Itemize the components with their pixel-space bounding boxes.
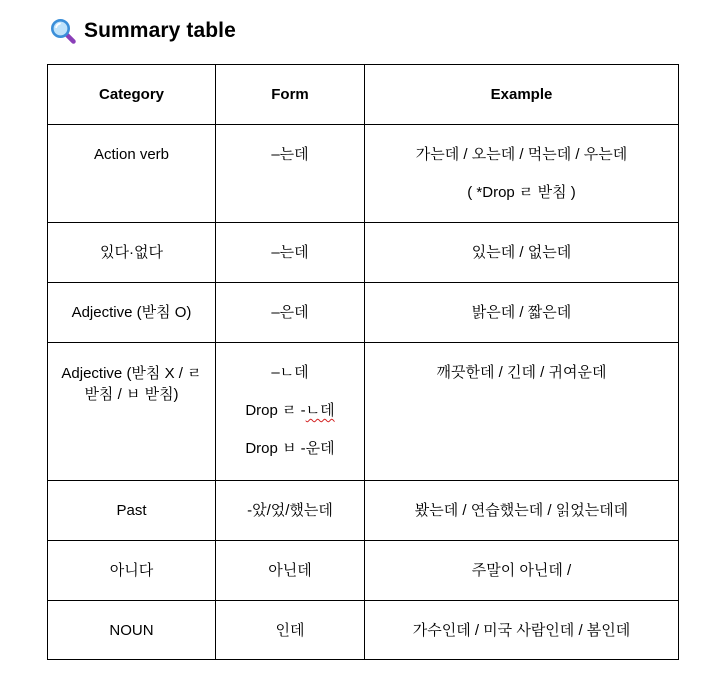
table-row [48,541,679,601]
header-example: Example [365,65,679,125]
category-text: 있다·없다 [100,244,163,261]
category-text: Adjective (받침 X / ㄹ 받침 / ㅂ 받침) [61,365,202,403]
form-cell [216,223,365,283]
example-cell [365,541,679,601]
form-cell [216,125,365,223]
form-text: –ㄴ데 [271,364,309,381]
category-cell [48,125,216,223]
category-text: Adjective (받침 O) [71,304,192,321]
table-row [48,283,679,343]
example-text: 가수인데 / 미국 사람인데 / 봄인데 [412,622,631,639]
spellcheck-flagged-text: ㄴ데 [305,402,335,419]
form-text: 아닌데 [268,562,312,579]
magnifying-glass-icon [50,18,76,44]
form-text: –은데 [271,304,309,321]
category-text: 아니다 [109,562,154,579]
header-category: Category [48,65,216,125]
form-cell [216,601,365,660]
example-text: 깨끗한데 / 긴데 / 귀여운데 [436,364,607,381]
header-form: Form [216,65,365,125]
form-text: Drop ㅂ -운데 [245,440,335,457]
category-cell [48,541,216,601]
example-cell [365,343,679,481]
form-text: 인데 [275,622,305,639]
example-text: 밝은데 / 짧은데 [471,304,572,321]
form-cell [216,283,365,343]
example-text: 가는데 / 오는데 / 먹는데 / 우는데 [415,146,628,163]
example-text: 봤는데 / 연습했는데 / 읽었는데데 [414,502,629,519]
form-cell [216,343,365,481]
example-text: 주말이 아닌데 / [471,562,572,579]
category-cell [48,283,216,343]
table-row [48,601,679,660]
table-row [48,481,679,541]
example-note: ( *Drop ㄹ 받침 ) [467,184,576,201]
category-cell [48,601,216,660]
table-row [48,125,679,223]
example-cell [365,223,679,283]
page-title: Summary table [84,19,236,42]
example-text: 있는데 / 없는데 [471,244,572,261]
example-cell [365,481,679,541]
form-text-prefix: Drop ㄹ - [245,402,306,419]
page-heading [50,15,236,47]
summary-table [47,64,679,660]
example-cell [365,601,679,660]
form-cell [216,481,365,541]
form-text: -았/었/했는데 [247,502,333,519]
form-text: –는데 [271,244,309,261]
form-cell [216,541,365,601]
category-text: Past [116,502,147,519]
table-header-row [48,65,679,125]
example-cell [365,283,679,343]
category-cell [48,223,216,283]
category-cell [48,343,216,481]
category-text: NOUN [109,622,154,639]
form-text [224,401,356,421]
table-row [48,223,679,283]
category-cell [48,481,216,541]
form-text: –는데 [271,146,309,163]
table-row [48,343,679,481]
category-text: Action verb [93,146,170,163]
example-cell [365,125,679,223]
